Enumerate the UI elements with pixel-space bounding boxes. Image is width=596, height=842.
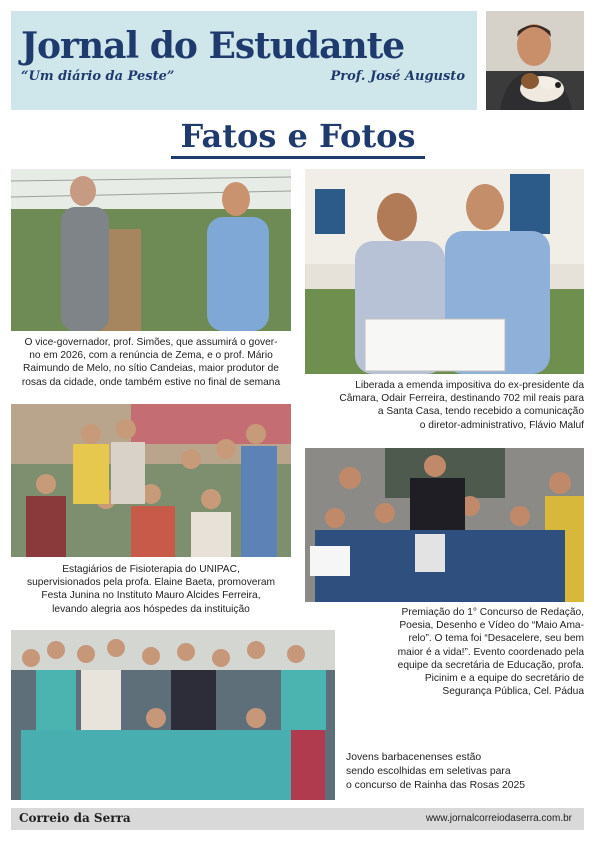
author-portrait-photo xyxy=(486,11,584,110)
photo-festa-junina-group xyxy=(11,404,291,557)
newspaper-title: Jornal do Estudante xyxy=(21,25,405,67)
website-url[interactable]: www.jornalcorreiodaserra.com.br xyxy=(425,813,572,824)
caption-photo-5: Jovens barbacenenses estão sendo escolhidas em seletivas para o concurso de Rainha das Rosas 2025 xyxy=(346,752,526,791)
photo-award-ceremony xyxy=(305,448,584,602)
caption-photo-1: O vice-governador, prof. Simões, que assumirá o gover- no em 2026, com a renúncia de Zema, e o prof. Mário Raimundo de Melo, no sítio Candeias, maior produtor de rosas da cidade, onde também estive no final de semana xyxy=(21,337,281,388)
footer-bar xyxy=(11,808,584,830)
photo-rose-queen-candidates xyxy=(11,630,335,800)
caption-photo-4: Premiação do 1° Concurso de Redação, Poesia, Desenho e Vídeo do “Maio Ama- relo”. O tema foi “Desacelere, seu bem maior é a vida!”. Evento coordenado pela equipe da secretária de Educação, profa. Picinim e a equipe do secretário de Segurança Pública, Cel. Pádua xyxy=(397,607,584,698)
publisher-logo: Correio da Serra xyxy=(19,811,131,825)
section-title-underline xyxy=(171,156,425,159)
masthead xyxy=(11,11,477,110)
caption-photo-2: Liberada a emenda impositiva do ex-presidente da Câmara, Odair Ferreira, destinando 702 mil reais para a Santa Casa, tendo recebido a comunicação o diretor-administrativo, Flávio Maluf xyxy=(339,380,584,431)
photo-vice-governor-greenhouse xyxy=(11,169,291,331)
photo-amendment-document xyxy=(305,169,584,374)
caption-photo-3: Estagiários de Fisioterapia do UNIPAC, supervisionados pela profa. Elaine Baeta, promoveram Festa Junina no Instituto Mauro Alcides Ferreira, levando alegria aos hóspedes da instituição xyxy=(26,564,276,615)
newspaper-subtitle: “Um diário da Peste” xyxy=(21,69,175,84)
section-title: Fatos e Fotos xyxy=(180,117,416,155)
author-name: Prof. José Augusto xyxy=(330,69,465,84)
